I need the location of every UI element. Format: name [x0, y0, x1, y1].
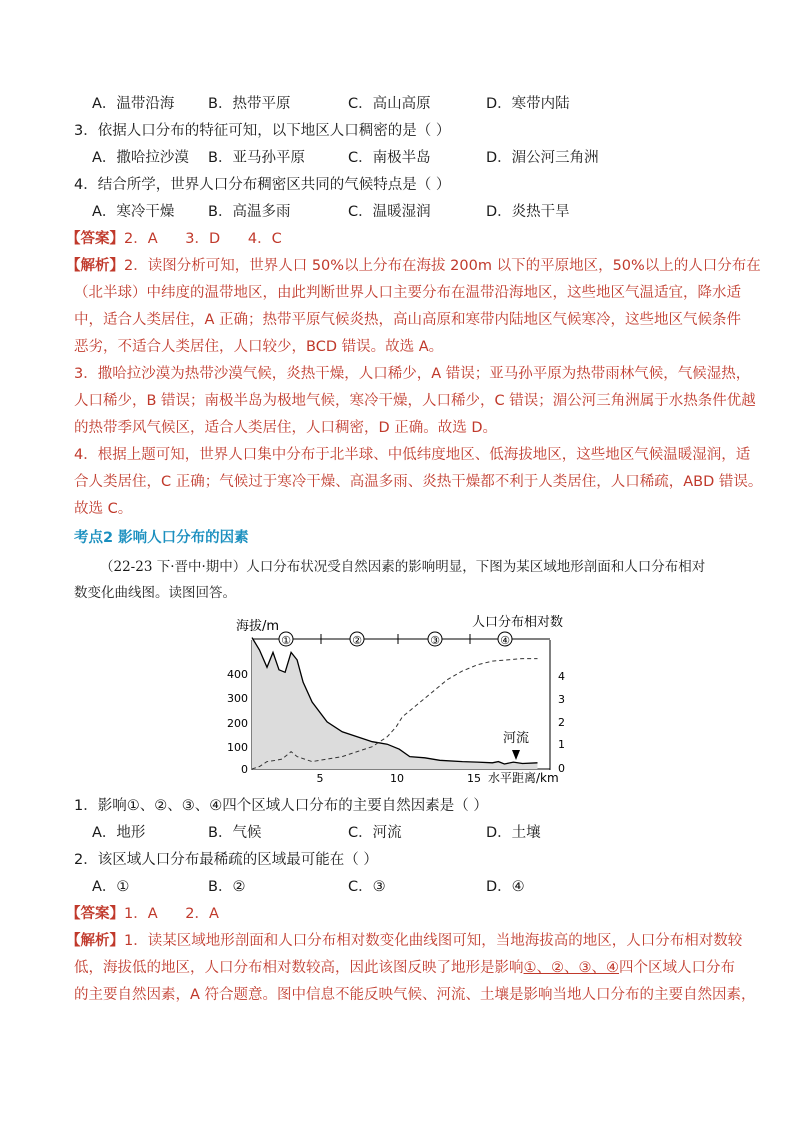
x-tick-label: 10	[390, 772, 404, 785]
answer-text: 1．A 2．A	[124, 906, 219, 922]
right-axis-label: 人口分布相对数	[472, 615, 564, 630]
q4-option-d: D．炎热干旱	[486, 204, 570, 220]
x-tick-label: 15	[467, 772, 481, 785]
left-tick-label: 200	[227, 717, 248, 730]
q2-2-option-c: C．③	[348, 879, 386, 895]
left-axis-label: 海拔/m	[236, 619, 280, 634]
q3-option-d: D．湄公河三角洲	[486, 150, 599, 166]
q4-option-a: A．寒冷干燥	[92, 204, 175, 220]
region-4-label: ④	[500, 634, 510, 647]
section-title: 考点2 影响人口分布的因素	[74, 530, 249, 546]
region-2-label: ②	[352, 634, 362, 647]
analysis-line-3: 中，适合人类居住，A 正确；热带平原气候炎热，高山高原和寒带内陆地区气候寒冷，这些地区气候条件	[74, 312, 742, 328]
right-tick-label: 3	[558, 693, 565, 706]
analysis-line-7: 的热带季风气候区，适合人类居住，人口稠密，D 正确。故选 D。	[74, 420, 498, 436]
analysis-2-line-2	[74, 958, 735, 978]
analysis-2-line-3: 的主要自然因素，A 符合题意。图中信息不能反映气候、河流、土壤是影响当地人口分布的主要自然因素，	[74, 987, 756, 1003]
q3-option-c: C．南极半岛	[348, 150, 431, 166]
river-marker-icon	[512, 750, 520, 760]
analysis-line-10: 故选 C。	[74, 501, 133, 517]
q2-2-option-a: A．①	[92, 879, 130, 895]
left-tick-label: 400	[227, 668, 248, 681]
analysis-text: 低，海拔低的地区，人口分布相对数较高，因此该图反映了地形是影响	[74, 960, 524, 976]
right-tick-label: 2	[558, 716, 565, 729]
left-tick-label: 0	[241, 763, 248, 776]
q1-option-a: A．温带沿海	[92, 96, 175, 112]
answer-block-2	[66, 904, 219, 924]
left-tick-label: 300	[227, 692, 248, 705]
right-tick-label: 4	[558, 670, 565, 683]
region-list-underlined: ①、②、③、④	[523, 960, 619, 976]
analysis-2-line-1	[66, 931, 742, 951]
q1-option-b: B．热带平原	[208, 96, 291, 112]
analysis-text: 四个区域人口分布	[619, 960, 735, 976]
intro-line-1: （22-23 下·晋中·期中）人口分布状况受自然因素的影响明显，下图为某区域地形剖面和人口分布相对	[100, 559, 706, 575]
analysis-line-5: 3．撒哈拉沙漠为热带沙漠气候，炎热干燥，人口稀少，A 错误；亚马孙平原为热带雨林气候，气候湿热，	[74, 366, 751, 382]
q4-option-b: B．高温多雨	[208, 204, 291, 220]
q2-1-option-c: C．河流	[348, 825, 402, 841]
analysis-line-6: 人口稀少，B 错误；南极半岛为极地气候，寒冷干燥，人口稀少，C 错误；湄公河三角洲属于水热条件优越	[74, 393, 756, 409]
analysis-tag: 【解析】	[66, 933, 124, 949]
right-tick-label: 0	[558, 762, 565, 775]
analysis-line-4: 恶劣，不适合人类居住，人口较少，BCD 错误。故选 A。	[74, 339, 444, 355]
q4-option-c: C．温暖湿润	[348, 204, 431, 220]
q2-1-option-b: B．气候	[208, 825, 262, 841]
q1-option-c: C．高山高原	[348, 96, 431, 112]
q1-option-d: D．寒带内陆	[486, 96, 570, 112]
q3-option-a: A．撒哈拉沙漠	[92, 150, 189, 166]
question-2-2-stem: 2．该区域人口分布最稀疏的区域最可能在（ ）	[74, 852, 378, 868]
q2-2-option-b: B．②	[208, 879, 246, 895]
answer-tag: 【答案】	[66, 231, 124, 247]
q2-2-option-d: D．④	[486, 879, 525, 895]
answer-tag: 【答案】	[66, 906, 124, 922]
question-4-stem: 4．结合所学，世界人口分布稠密区共同的气候特点是（ ）	[74, 177, 451, 193]
q2-1-option-a: A．地形	[92, 825, 146, 841]
analysis-line-9: 合人类居住，C 正确；气候过于寒冷干燥、高温多雨、炎热干燥都不利于人类居住，人口稀疏，ABD 错误。	[74, 474, 763, 490]
x-axis-label: 水平距离/km	[488, 771, 559, 785]
river-label: 河流	[503, 731, 530, 746]
x-tick-label: 5	[316, 772, 324, 785]
analysis-line-8: 4．根据上题可知，世界人口集中分布于北半球、中低纬度地区、低海拔地区，这些地区气候温暖湿润，适	[74, 447, 751, 463]
question-2-1-stem: 1．影响①、②、③、④四个区域人口分布的主要自然因素是（ ）	[74, 798, 488, 814]
q3-option-b: B．亚马孙平原	[208, 150, 305, 166]
answer-text: 2．A 3．D 4．C	[124, 231, 282, 247]
question-3-stem: 3．依据人口分布的特征可知，以下地区人口稠密的是（ ）	[74, 123, 451, 139]
region-3-label: ③	[430, 634, 440, 647]
right-tick-label: 1	[558, 738, 565, 751]
analysis-text: 2．读图分析可知，世界人口 50%以上分布在海拔 200m 以下的平原地区，50%以上的人口分布在	[124, 258, 761, 274]
analysis-text: 1．读某区域地形剖面和人口分布相对数变化曲线图可知，当地海拔高的地区，人口分布相对数较	[124, 933, 743, 949]
intro-line-2: 数变化曲线图。读图回答。	[74, 585, 236, 601]
left-tick-label: 100	[227, 741, 248, 754]
analysis-line-2: （北半球）中纬度的温带地区，由此判断世界人口主要分布在温带沿海地区，这些地区气温适宜，降水适	[74, 285, 741, 301]
region-1-label: ①	[281, 634, 291, 647]
analysis-tag: 【解析】	[66, 258, 124, 274]
q2-1-option-d: D．土壤	[486, 825, 541, 841]
